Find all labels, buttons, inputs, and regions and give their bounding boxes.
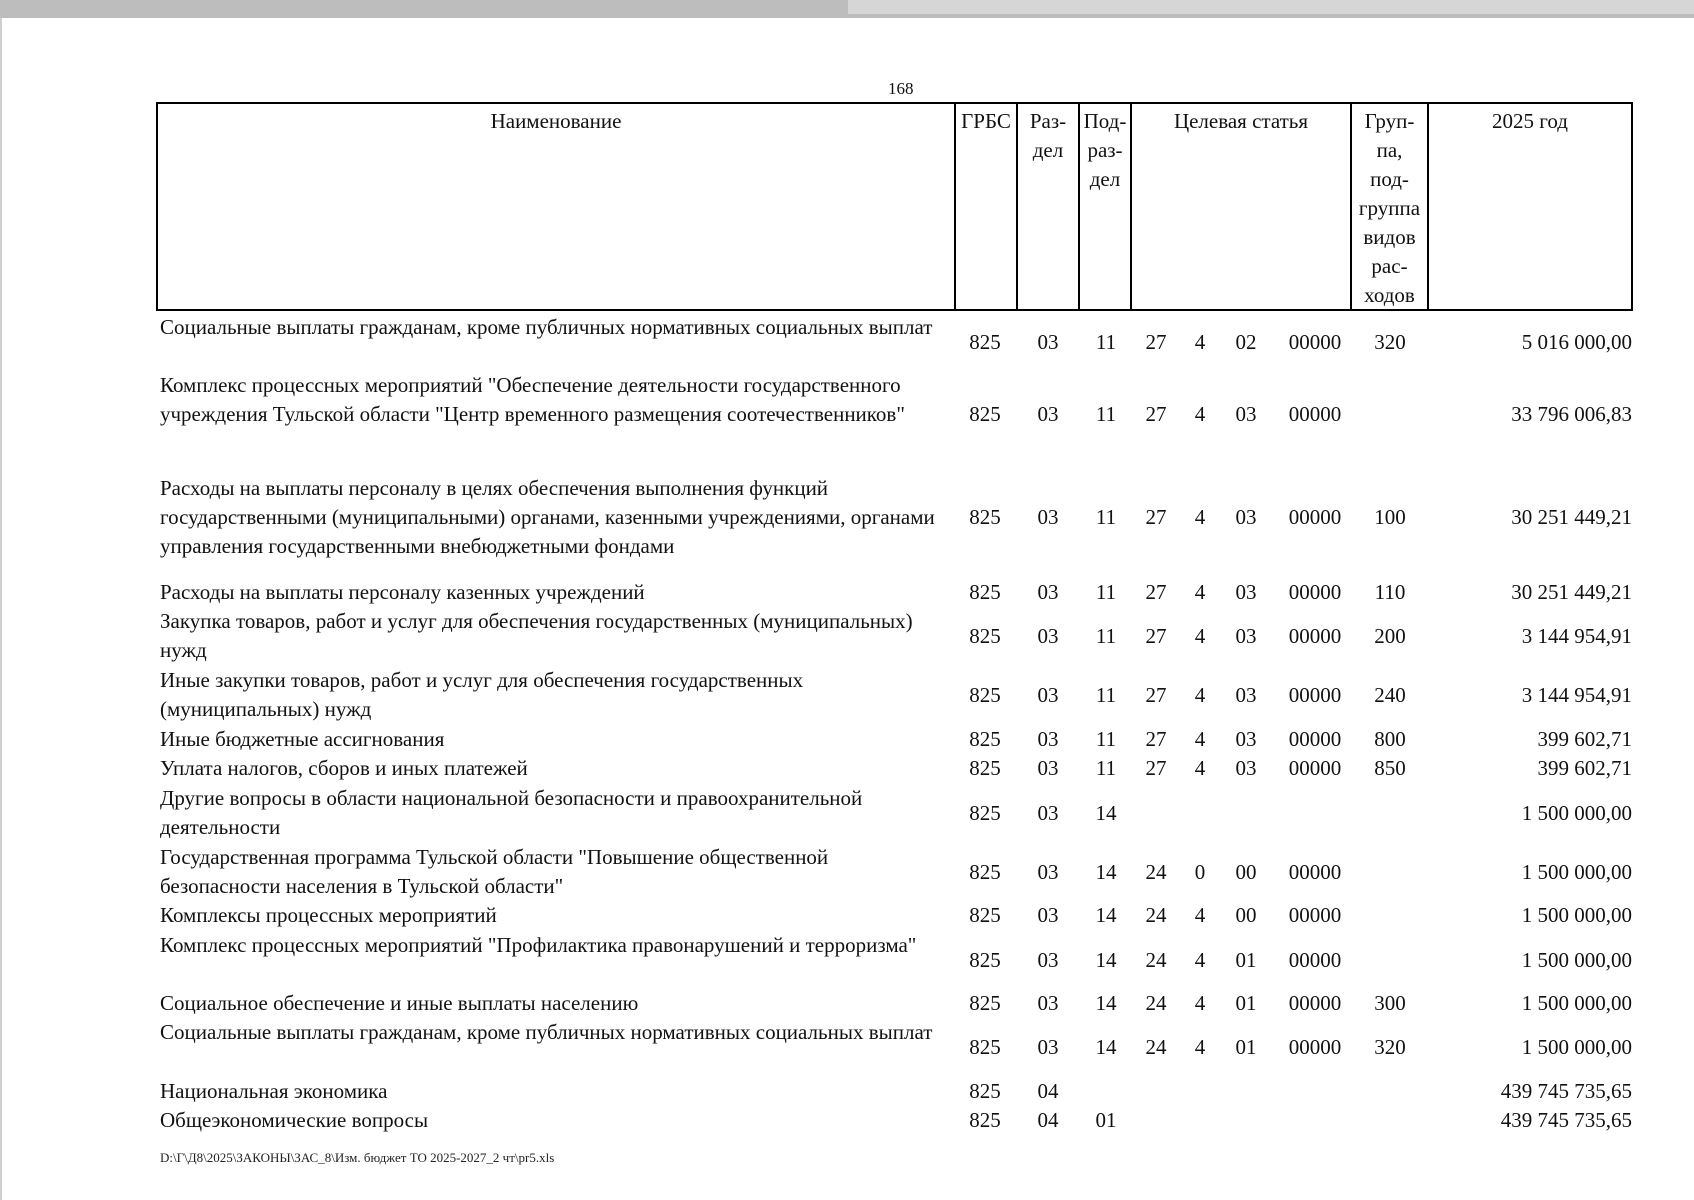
- row-cs-type: 4: [1194, 1035, 1206, 1059]
- header-razdel: Раз- дел: [1016, 104, 1078, 309]
- row-name: Общеэкономические вопросы: [160, 1108, 429, 1132]
- row-grbs: 825: [969, 683, 1001, 707]
- row-razdel: 03: [1037, 801, 1059, 825]
- row-grbs: 825: [969, 756, 1001, 780]
- row-podrazdel: 14: [1095, 860, 1117, 884]
- row-name: Национальная экономика: [160, 1079, 388, 1103]
- row-razdel: 04: [1037, 1108, 1059, 1132]
- header-celevaya-statya: Целевая статья: [1130, 104, 1350, 309]
- row-cs-element: 00: [1235, 903, 1257, 927]
- row-vid-rashodov: 110: [1374, 580, 1406, 604]
- row-name: Государственная программа Тульской области "Повышение общественной безопасности населения в Тульской области": [160, 845, 829, 898]
- row-vid-rashodov: 100: [1374, 505, 1406, 529]
- row-podrazdel: 11: [1095, 580, 1117, 604]
- row-podrazdel: 01: [1095, 1108, 1117, 1132]
- row-name: Комплексы процессных мероприятий: [160, 903, 497, 927]
- row-name: Иные закупки товаров, работ и услуг для обеспечения государственных (муниципальных) нужд: [160, 668, 804, 721]
- row-cs-element: 03: [1235, 624, 1257, 648]
- row-cs-program: 27: [1145, 330, 1167, 354]
- row-cs-program: 27: [1145, 727, 1167, 751]
- row-amount: 30 251 449,21: [1511, 580, 1632, 604]
- row-razdel: 03: [1037, 402, 1059, 426]
- row-cs-program: 24: [1145, 1035, 1167, 1059]
- row-podrazdel: 11: [1095, 505, 1117, 529]
- row-name: Иные бюджетные ассигнования: [160, 727, 445, 751]
- row-grbs: 825: [969, 727, 1001, 751]
- row-cs-program: 27: [1145, 683, 1167, 707]
- row-cs-type: 4: [1194, 580, 1206, 604]
- row-podrazdel: 11: [1095, 756, 1117, 780]
- row-vid-rashodov: 800: [1374, 727, 1406, 751]
- row-vid-rashodov: 320: [1374, 1035, 1406, 1059]
- row-razdel: 03: [1037, 624, 1059, 648]
- row-name: Социальные выплаты гражданам, кроме публичных нормативных социальных выплат: [160, 1020, 933, 1044]
- row-amount: 1 500 000,00: [1521, 1035, 1632, 1059]
- row-grbs: 825: [969, 1079, 1001, 1103]
- scan-left-edge: [0, 18, 2, 1200]
- row-name: Расходы на выплаты персоналу в целях обеспечения выполнения функций государственными (муниципальными) органами, казенными учреждениями, органами управления государственными внебюджетными фондами: [160, 476, 935, 558]
- row-name: Другие вопросы в области национальной безопасности и правоохранительной деятельности: [160, 786, 863, 839]
- row-cs-element: 03: [1235, 505, 1257, 529]
- row-cs-element: 01: [1235, 991, 1257, 1015]
- row-razdel: 03: [1037, 860, 1059, 884]
- row-amount: 1 500 000,00: [1521, 991, 1632, 1015]
- row-cs-direction: 00000: [1288, 624, 1342, 648]
- row-amount: 1 500 000,00: [1521, 903, 1632, 927]
- row-razdel: 03: [1037, 1035, 1059, 1059]
- row-cs-type: 4: [1194, 683, 1206, 707]
- row-grbs: 825: [969, 903, 1001, 927]
- row-cs-element: 00: [1235, 860, 1257, 884]
- row-cs-direction: 00000: [1288, 756, 1342, 780]
- row-razdel: 03: [1037, 756, 1059, 780]
- row-cs-program: 27: [1145, 505, 1167, 529]
- row-grbs: 825: [969, 624, 1001, 648]
- row-podrazdel: 11: [1095, 402, 1117, 426]
- row-name: Социальные выплаты гражданам, кроме публичных нормативных социальных выплат: [160, 315, 933, 339]
- row-cs-direction: 00000: [1288, 991, 1342, 1015]
- row-amount: 1 500 000,00: [1521, 860, 1632, 884]
- row-amount: 1 500 000,00: [1521, 948, 1632, 972]
- row-razdel: 03: [1037, 991, 1059, 1015]
- row-amount: 399 602,71: [1537, 756, 1632, 780]
- row-cs-type: 4: [1194, 991, 1206, 1015]
- row-razdel: 03: [1037, 683, 1059, 707]
- header-name: Наименование: [490, 109, 622, 133]
- row-razdel: 03: [1037, 727, 1059, 751]
- row-razdel: 03: [1037, 505, 1059, 529]
- row-razdel: 03: [1037, 580, 1059, 604]
- row-podrazdel: 11: [1095, 683, 1117, 707]
- row-name: Расходы на выплаты персоналу казенных учреждений: [160, 580, 645, 604]
- scan-top-strip-right: [848, 0, 1694, 14]
- row-razdel: 03: [1037, 948, 1059, 972]
- row-cs-program: 24: [1145, 860, 1167, 884]
- row-cs-direction: 00000: [1288, 580, 1342, 604]
- row-vid-rashodov: 300: [1374, 991, 1406, 1015]
- row-vid-rashodov: 240: [1374, 683, 1406, 707]
- header-podrazdel: Под- раз- дел: [1078, 104, 1130, 309]
- row-grbs: 825: [969, 330, 1001, 354]
- row-grbs: 825: [969, 580, 1001, 604]
- row-grbs: 825: [969, 860, 1001, 884]
- row-cs-element: 03: [1235, 683, 1257, 707]
- row-cs-type: 4: [1194, 948, 1206, 972]
- row-cs-type: 4: [1194, 756, 1206, 780]
- row-cs-program: 24: [1145, 948, 1167, 972]
- row-cs-direction: 00000: [1288, 683, 1342, 707]
- row-cs-element: 01: [1235, 948, 1257, 972]
- footer-file-path: D:\Г\Д8\2025\ЗАКОНЫ\ЗАС_8\Изм. бюджет ТО 2025-2027_2 чт\pr5.xls: [160, 1150, 555, 1165]
- header-grbs: ГРБС: [954, 104, 1016, 309]
- row-cs-type: 4: [1194, 624, 1206, 648]
- row-amount: 1 500 000,00: [1521, 801, 1632, 825]
- row-cs-program: 24: [1145, 903, 1167, 927]
- row-podrazdel: 14: [1095, 948, 1117, 972]
- row-name: Комплекс процессных мероприятий "Профилактика правонарушений и терроризма": [160, 933, 917, 957]
- row-amount: 33 796 006,83: [1511, 402, 1632, 426]
- row-cs-type: 4: [1194, 727, 1206, 751]
- row-grbs: 825: [969, 1108, 1001, 1132]
- row-cs-direction: 00000: [1288, 402, 1342, 426]
- row-name: Комплекс процессных мероприятий "Обеспечение деятельности государственного учреждения Тульской области "Центр временного размещения соотечественников": [160, 373, 905, 426]
- row-grbs: 825: [969, 505, 1001, 529]
- row-amount: 30 251 449,21: [1511, 505, 1632, 529]
- row-cs-program: 27: [1145, 580, 1167, 604]
- row-cs-direction: 00000: [1288, 727, 1342, 751]
- row-cs-direction: 00000: [1288, 1035, 1342, 1059]
- row-cs-element: 03: [1235, 756, 1257, 780]
- row-cs-element: 03: [1235, 727, 1257, 751]
- row-cs-type: 4: [1194, 505, 1206, 529]
- row-cs-type: 4: [1194, 330, 1206, 354]
- page-number: 168: [888, 79, 914, 98]
- row-amount: 3 144 954,91: [1521, 624, 1632, 648]
- row-name: Уплата налогов, сборов и иных платежей: [160, 756, 528, 780]
- row-cs-direction: 00000: [1288, 860, 1342, 884]
- row-vid-rashodov: 320: [1374, 330, 1406, 354]
- row-cs-type: 4: [1194, 402, 1206, 426]
- row-grbs: 825: [969, 991, 1001, 1015]
- row-cs-program: 27: [1145, 756, 1167, 780]
- row-razdel: 03: [1037, 330, 1059, 354]
- row-cs-direction: 00000: [1288, 505, 1342, 529]
- row-amount: 439 745 735,65: [1500, 1108, 1632, 1132]
- row-razdel: 04: [1037, 1079, 1059, 1103]
- row-cs-element: 01: [1235, 1035, 1257, 1059]
- row-cs-direction: 00000: [1288, 903, 1342, 927]
- row-amount: 399 602,71: [1537, 727, 1632, 751]
- row-podrazdel: 11: [1095, 727, 1117, 751]
- row-amount: 5 016 000,00: [1521, 330, 1632, 354]
- row-vid-rashodov: 200: [1374, 624, 1406, 648]
- table-header: [156, 102, 1633, 311]
- row-cs-program: 27: [1145, 624, 1167, 648]
- row-vid-rashodov: 850: [1374, 756, 1406, 780]
- row-podrazdel: 11: [1095, 330, 1117, 354]
- row-name: Закупка товаров, работ и услуг для обеспечения государственных (муниципальных) нужд: [160, 609, 913, 662]
- row-cs-direction: 00000: [1288, 948, 1342, 972]
- row-grbs: 825: [969, 1035, 1001, 1059]
- row-cs-type: 0: [1194, 860, 1206, 884]
- row-cs-element: 03: [1235, 402, 1257, 426]
- row-cs-element: 03: [1235, 580, 1257, 604]
- row-grbs: 825: [969, 402, 1001, 426]
- row-podrazdel: 14: [1095, 1035, 1117, 1059]
- row-amount: 439 745 735,65: [1500, 1079, 1632, 1103]
- row-cs-direction: 00000: [1288, 330, 1342, 354]
- row-grbs: 825: [969, 948, 1001, 972]
- row-podrazdel: 11: [1095, 624, 1117, 648]
- row-cs-type: 4: [1194, 903, 1206, 927]
- row-cs-element: 02: [1235, 330, 1257, 354]
- row-amount: 3 144 954,91: [1521, 683, 1632, 707]
- row-name: Социальное обеспечение и иные выплаты населению: [160, 991, 639, 1015]
- header-year: 2025 год: [1427, 104, 1631, 309]
- row-cs-program: 27: [1145, 402, 1167, 426]
- header-gruppa-vidov-rashodov: Груп- па, под- группа видов рас- ходов: [1350, 104, 1427, 309]
- row-podrazdel: 14: [1095, 903, 1117, 927]
- row-cs-program: 24: [1145, 991, 1167, 1015]
- row-podrazdel: 14: [1095, 801, 1117, 825]
- row-grbs: 825: [969, 801, 1001, 825]
- row-podrazdel: 14: [1095, 991, 1117, 1015]
- row-razdel: 03: [1037, 903, 1059, 927]
